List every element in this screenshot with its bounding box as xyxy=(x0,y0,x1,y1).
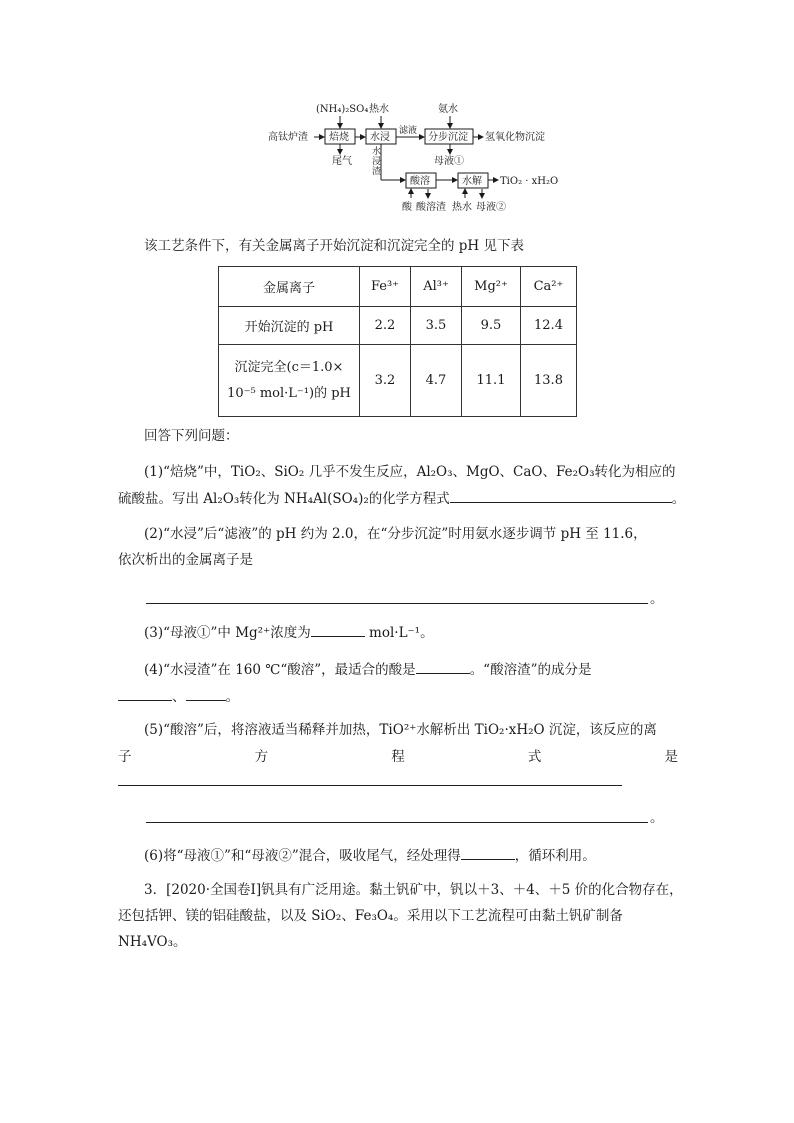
table-header-cell: Al³⁺ xyxy=(411,267,462,307)
q1-line2 xyxy=(118,488,685,509)
q4-text: (4)“水浸渣”在 160 ℃“酸溶”，最适合的酸是 xyxy=(144,662,416,678)
table-header-cell: 金属离子 xyxy=(219,267,360,307)
q5-answer-blank-2[interactable] xyxy=(146,822,648,823)
output-tail-gas: 尾气 xyxy=(332,156,352,167)
product-tio2: TiO₂ · xH₂O xyxy=(500,176,559,187)
table-row xyxy=(219,345,577,417)
q1-answer-blank[interactable] xyxy=(450,488,672,503)
input-acid: 酸 xyxy=(402,202,412,213)
step-hydrolysis: 水解 xyxy=(462,176,482,187)
q5-end: 。 xyxy=(650,810,664,826)
table-cell: 4.7 xyxy=(411,345,462,417)
reagent-ammonium-sulfate: (NH₄)₂SO₄ xyxy=(316,104,369,115)
label-water-residue: 水浸渣 xyxy=(372,147,382,177)
q5-word: 方 xyxy=(254,749,269,765)
q6-line xyxy=(144,845,596,866)
q2-line1: (2)“水浸”后“滤液”的 pH 约为 2.0，在“分步沉淀”时用氨水逐步调节 pH 至 11.6， xyxy=(144,526,647,542)
output-mother-liquor-1: 母液① xyxy=(434,156,464,167)
row-label-line: 沉淀完全(c＝1.0× xyxy=(234,359,344,375)
p3-line3: NH₄VO₃。 xyxy=(118,934,187,950)
table-header-cell: Ca²⁺ xyxy=(521,267,577,307)
q6-answer-blank[interactable] xyxy=(461,845,515,860)
q5-word: 式 xyxy=(527,749,542,765)
q1-end: 。 xyxy=(671,491,686,507)
row-label-line: 10⁻⁵ mol·L⁻¹)的 pH xyxy=(227,385,351,401)
row-label xyxy=(219,345,360,417)
q5-word: 子 xyxy=(118,749,132,765)
table-cell: 9.5 xyxy=(462,307,521,345)
q5-answer-blank-1[interactable] xyxy=(118,785,622,786)
row-label: 开始沉淀的 pH xyxy=(219,307,360,345)
q5-word: 是 xyxy=(664,749,678,765)
table-cell: 3.2 xyxy=(360,345,411,417)
q1-text: 硫酸盐。写出 Al₂O₃转化为 NH₄Al(SO₄)₂的化学方程式 xyxy=(118,491,450,507)
label-filtrate: 滤液 xyxy=(399,126,418,136)
step-acid-dissolve: 酸溶 xyxy=(410,176,430,187)
q3-text: (3)“母液①”中 Mg²⁺浓度为 xyxy=(144,625,311,641)
table-cell: 3.5 xyxy=(411,307,462,345)
answer-prompt: 回答下列问题： xyxy=(144,428,239,444)
table-cell: 11.1 xyxy=(462,345,521,417)
product-hydroxide-precip: 氢氧化物沉淀 xyxy=(485,132,545,143)
step-roasting: 焙烧 xyxy=(329,132,349,143)
q2-line2: 依次析出的金属离子是 xyxy=(118,552,253,568)
q4-residue-blank-2[interactable] xyxy=(186,686,226,701)
table-header-cell: Mg²⁺ xyxy=(462,267,521,307)
intro-text: 该工艺条件下，有关金属离子开始沉淀和沉淀完全的 pH 见下表 xyxy=(144,238,524,254)
q4-line2 xyxy=(118,686,239,707)
q6-text: (6)将“母液①”和“母液②”混合，吸收尾气，经处理得 xyxy=(144,848,461,864)
input-slag: 高钛炉渣 xyxy=(268,132,308,143)
output-mother-liquor-2: 母液② xyxy=(476,202,506,213)
p3-line2: 还包括钾、镁的铝硅酸盐，以及 SiO₂、Fe₃O₄。采用以下工艺流程可由黏土钒矿制备 xyxy=(118,908,623,924)
table-header-row xyxy=(219,267,577,307)
q4-acid-blank[interactable] xyxy=(416,659,470,674)
p3-line1: 3．[2020·全国卷Ⅰ]钒具有广泛用途。黏土钒矿中，钒以＋3、＋4、＋5 价的化合物存在， xyxy=(144,882,683,898)
table-cell: 2.2 xyxy=(360,307,411,345)
reagent-ammonia: 氨水 xyxy=(438,104,458,115)
table-row xyxy=(219,307,577,345)
step-water-leach: 水浸 xyxy=(370,132,390,143)
process-flowchart xyxy=(262,96,562,216)
table-header-cell: Fe³⁺ xyxy=(360,267,411,307)
q4-residue-blank-1[interactable] xyxy=(118,686,172,701)
q1-line1: (1)“焙烧”中，TiO₂、SiO₂ 几乎不发生反应，Al₂O₃、MgO、CaO、Fe₂O₃转化为相应的 xyxy=(144,464,676,480)
q2-answer-blank[interactable] xyxy=(146,603,648,604)
q4-sep: 、 xyxy=(172,689,186,705)
ph-table xyxy=(218,266,577,417)
step-fractional-precip: 分步沉淀 xyxy=(428,132,468,143)
reagent-hot-water: 热水 xyxy=(369,104,389,115)
q5-word: 程 xyxy=(391,749,405,765)
q4-end: 。 xyxy=(225,689,239,705)
q2-end: 。 xyxy=(650,591,664,607)
q4-line1 xyxy=(144,659,592,680)
q6-end: ，循环利用。 xyxy=(514,848,596,864)
q4-text-2: 。“酸溶渣”的成分是 xyxy=(469,662,592,678)
table-cell: 13.8 xyxy=(521,345,577,417)
q3-unit: mol·L⁻¹。 xyxy=(364,625,434,641)
q5-line1: (5)“酸溶”后，将溶液适当稀释并加热，TiO²⁺水解析出 TiO₂·xH₂O 沉淀，该反应的离 xyxy=(144,722,657,738)
q3-answer-blank[interactable] xyxy=(311,622,365,637)
q3-line xyxy=(144,622,434,643)
table-cell: 12.4 xyxy=(521,307,577,345)
q5-line2 xyxy=(118,745,678,765)
input-hot-water-2: 热水 xyxy=(452,202,472,213)
output-acid-residue: 酸溶渣 xyxy=(416,202,446,213)
